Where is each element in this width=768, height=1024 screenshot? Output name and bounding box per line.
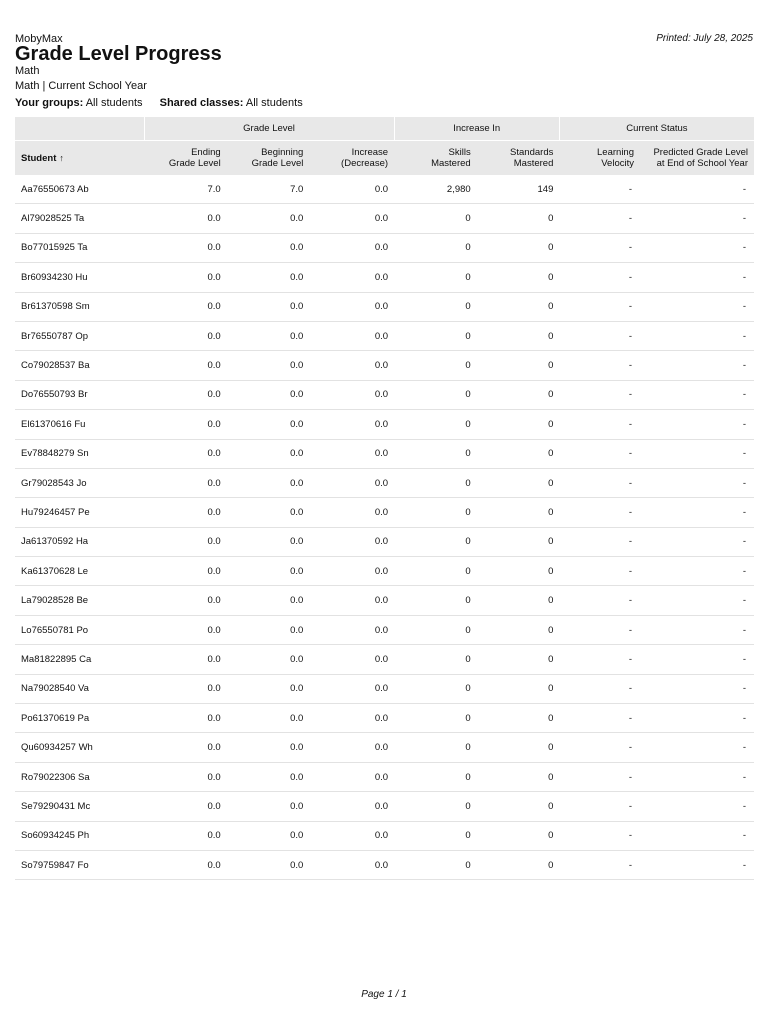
ending-grade-level-cell: 0.0 xyxy=(144,674,227,703)
column-header-student[interactable] xyxy=(15,141,144,176)
increase-decrease-cell: 0.0 xyxy=(309,792,394,821)
increase-decrease-cell: 0.0 xyxy=(309,439,394,468)
student-name-cell: Ja61370592 Ha xyxy=(15,527,144,556)
standards-mastered-cell: 0 xyxy=(477,498,560,527)
column-header-ending-grade-level[interactable] xyxy=(144,141,227,176)
beginning-grade-level-cell: 0.0 xyxy=(227,792,310,821)
ending-grade-level-cell: 0.0 xyxy=(144,733,227,762)
increase-decrease-cell: 0.0 xyxy=(309,762,394,791)
skills-mastered-cell: 0 xyxy=(394,792,477,821)
increase-decrease-cell: 0.0 xyxy=(309,321,394,350)
table-row xyxy=(15,204,754,233)
filters-bar xyxy=(15,97,317,110)
page-title: Grade Level Progress xyxy=(15,43,222,65)
standards-mastered-cell: 0 xyxy=(477,762,560,791)
predicted-grade-level-cell: - xyxy=(640,380,754,409)
learning-velocity-cell: - xyxy=(559,674,640,703)
beginning-grade-level-cell: 0.0 xyxy=(227,439,310,468)
student-name-cell: Bo77015925 Ta xyxy=(15,233,144,262)
skills-mastered-cell: 0 xyxy=(394,586,477,615)
ending-grade-level-cell: 0.0 xyxy=(144,321,227,350)
table-row xyxy=(15,704,754,733)
table-row xyxy=(15,292,754,321)
beginning-grade-level-cell: 0.0 xyxy=(227,410,310,439)
ending-grade-level-cell: 0.0 xyxy=(144,380,227,409)
learning-velocity-cell: - xyxy=(559,292,640,321)
student-name-cell: Se79290431 Mc xyxy=(15,792,144,821)
table-row xyxy=(15,233,754,262)
increase-decrease-cell: 0.0 xyxy=(309,351,394,380)
student-name-cell: Ro79022306 Sa xyxy=(15,762,144,791)
table-row xyxy=(15,380,754,409)
shared-classes-label: Shared classes: xyxy=(159,97,244,109)
printed-date: Printed: July 28, 2025 xyxy=(656,33,753,44)
beginning-grade-level-cell: 0.0 xyxy=(227,468,310,497)
ending-grade-level-cell: 0.0 xyxy=(144,233,227,262)
table-row xyxy=(15,762,754,791)
increase-decrease-cell: 0.0 xyxy=(309,175,394,204)
beginning-grade-level-cell: 0.0 xyxy=(227,263,310,292)
ending-grade-level-cell: 0.0 xyxy=(144,762,227,791)
header-line: Beginning xyxy=(261,147,304,158)
column-header-standards-mastered[interactable] xyxy=(477,141,560,176)
predicted-grade-level-cell: - xyxy=(640,175,754,204)
student-name-cell: Ka61370628 Le xyxy=(15,557,144,586)
predicted-grade-level-cell: - xyxy=(640,351,754,380)
student-name-cell: El61370616 Fu xyxy=(15,410,144,439)
standards-mastered-cell: 0 xyxy=(477,351,560,380)
learning-velocity-cell: - xyxy=(559,645,640,674)
student-name-cell: Br76550787 Op xyxy=(15,321,144,350)
brand-name: MobyMax xyxy=(15,33,63,45)
standards-mastered-cell: 0 xyxy=(477,321,560,350)
standards-mastered-cell: 0 xyxy=(477,263,560,292)
group-header-grade-level: Grade Level xyxy=(144,117,394,141)
learning-velocity-cell: - xyxy=(559,351,640,380)
increase-decrease-cell: 0.0 xyxy=(309,615,394,644)
grade-level-progress-table xyxy=(15,117,754,880)
student-name-cell: La79028528 Be xyxy=(15,586,144,615)
student-name-cell: Br60934230 Hu xyxy=(15,263,144,292)
table-row xyxy=(15,439,754,468)
skills-mastered-cell: 0 xyxy=(394,733,477,762)
skills-mastered-cell: 0 xyxy=(394,615,477,644)
ending-grade-level-cell: 0.0 xyxy=(144,792,227,821)
header-line: Grade Level xyxy=(168,158,221,169)
standards-mastered-cell: 0 xyxy=(477,292,560,321)
beginning-grade-level-cell: 0.0 xyxy=(227,704,310,733)
standards-mastered-cell: 0 xyxy=(477,380,560,409)
table-row xyxy=(15,674,754,703)
skills-mastered-cell: 0 xyxy=(394,762,477,791)
ending-grade-level-cell: 0.0 xyxy=(144,645,227,674)
predicted-grade-level-cell: - xyxy=(640,233,754,262)
learning-velocity-cell: - xyxy=(559,439,640,468)
header-line: Predicted Grade Level xyxy=(653,147,748,158)
student-name-cell: Aa76550673 Ab xyxy=(15,175,144,204)
table-row xyxy=(15,733,754,762)
beginning-grade-level-cell: 0.0 xyxy=(227,321,310,350)
predicted-grade-level-cell: - xyxy=(640,498,754,527)
group-header-increase-in: Increase In xyxy=(394,117,559,141)
predicted-grade-level-cell: - xyxy=(640,439,754,468)
groups-filter xyxy=(15,97,143,110)
learning-velocity-cell: - xyxy=(559,821,640,850)
column-group-header-row xyxy=(15,117,754,141)
beginning-grade-level-cell: 0.0 xyxy=(227,351,310,380)
learning-velocity-cell: - xyxy=(559,263,640,292)
student-name-cell: Br61370598 Sm xyxy=(15,292,144,321)
standards-mastered-cell: 149 xyxy=(477,175,560,204)
standards-mastered-cell: 0 xyxy=(477,821,560,850)
header-line: Grade Level xyxy=(251,158,304,169)
increase-decrease-cell: 0.0 xyxy=(309,233,394,262)
table-row xyxy=(15,792,754,821)
header-line: at End of School Year xyxy=(656,158,748,169)
column-header-beginning-grade-level[interactable] xyxy=(227,141,310,176)
increase-decrease-cell: 0.0 xyxy=(309,204,394,233)
predicted-grade-level-cell: - xyxy=(640,704,754,733)
skills-mastered-cell: 0 xyxy=(394,821,477,850)
student-name-cell: Lo76550781 Po xyxy=(15,615,144,644)
student-name-cell: Ma81822895 Ca xyxy=(15,645,144,674)
skills-mastered-cell: 0 xyxy=(394,292,477,321)
predicted-grade-level-cell: - xyxy=(640,204,754,233)
ending-grade-level-cell: 0.0 xyxy=(144,439,227,468)
predicted-grade-level-cell: - xyxy=(640,850,754,879)
table-row xyxy=(15,321,754,350)
beginning-grade-level-cell: 0.0 xyxy=(227,292,310,321)
column-header-increase-decrease[interactable] xyxy=(309,141,394,176)
skills-mastered-cell: 0 xyxy=(394,380,477,409)
beginning-grade-level-cell: 0.0 xyxy=(227,733,310,762)
increase-decrease-cell: 0.0 xyxy=(309,733,394,762)
skills-mastered-cell: 0 xyxy=(394,439,477,468)
predicted-grade-level-cell: - xyxy=(640,292,754,321)
standards-mastered-cell: 0 xyxy=(477,792,560,821)
column-header-predicted-grade-level[interactable] xyxy=(640,141,754,176)
table-row xyxy=(15,410,754,439)
beginning-grade-level-cell: 0.0 xyxy=(227,557,310,586)
increase-decrease-cell: 0.0 xyxy=(309,292,394,321)
period-label: Math | Current School Year xyxy=(15,80,147,92)
header-line: Skills xyxy=(448,147,471,158)
skills-mastered-cell: 0 xyxy=(394,498,477,527)
beginning-grade-level-cell: 0.0 xyxy=(227,233,310,262)
ending-grade-level-cell: 0.0 xyxy=(144,527,227,556)
standards-mastered-cell: 0 xyxy=(477,850,560,879)
learning-velocity-cell: - xyxy=(559,586,640,615)
learning-velocity-cell: - xyxy=(559,321,640,350)
skills-mastered-cell: 0 xyxy=(394,468,477,497)
ending-grade-level-cell: 0.0 xyxy=(144,704,227,733)
predicted-grade-level-cell: - xyxy=(640,586,754,615)
student-name-cell: Al79028525 Ta xyxy=(15,204,144,233)
ending-grade-level-cell: 0.0 xyxy=(144,410,227,439)
shared-classes-filter xyxy=(160,97,303,110)
standards-mastered-cell: 0 xyxy=(477,704,560,733)
column-header-student-label: Student xyxy=(21,152,57,164)
ending-grade-level-cell: 0.0 xyxy=(144,351,227,380)
ending-grade-level-cell: 0.0 xyxy=(144,557,227,586)
increase-decrease-cell: 0.0 xyxy=(309,557,394,586)
increase-decrease-cell: 0.0 xyxy=(309,645,394,674)
beginning-grade-level-cell: 0.0 xyxy=(227,850,310,879)
predicted-grade-level-cell: - xyxy=(640,645,754,674)
ending-grade-level-cell: 0.0 xyxy=(144,263,227,292)
increase-decrease-cell: 0.0 xyxy=(309,380,394,409)
predicted-grade-level-cell: - xyxy=(640,527,754,556)
standards-mastered-cell: 0 xyxy=(477,527,560,556)
standards-mastered-cell: 0 xyxy=(477,439,560,468)
beginning-grade-level-cell: 0.0 xyxy=(227,762,310,791)
subject-label: Math xyxy=(15,65,40,77)
student-name-cell: Hu79246457 Pe xyxy=(15,498,144,527)
ending-grade-level-cell: 0.0 xyxy=(144,821,227,850)
beginning-grade-level-cell: 0.0 xyxy=(227,645,310,674)
table-row xyxy=(15,175,754,204)
increase-decrease-cell: 0.0 xyxy=(309,586,394,615)
predicted-grade-level-cell: - xyxy=(640,674,754,703)
learning-velocity-cell: - xyxy=(559,527,640,556)
header-line: (Decrease) xyxy=(341,158,389,169)
learning-velocity-cell: - xyxy=(559,792,640,821)
standards-mastered-cell: 0 xyxy=(477,645,560,674)
skills-mastered-cell: 0 xyxy=(394,263,477,292)
standards-mastered-cell: 0 xyxy=(477,468,560,497)
group-header-blank xyxy=(15,117,144,141)
page-number: Page 1 / 1 xyxy=(361,989,407,1000)
beginning-grade-level-cell: 0.0 xyxy=(227,674,310,703)
standards-mastered-cell: 0 xyxy=(477,557,560,586)
arrow-up-icon: ↑ xyxy=(59,152,64,163)
table-row xyxy=(15,615,754,644)
standards-mastered-cell: 0 xyxy=(477,674,560,703)
ending-grade-level-cell: 0.0 xyxy=(144,468,227,497)
table-body xyxy=(15,175,754,880)
beginning-grade-level-cell: 0.0 xyxy=(227,615,310,644)
table-row xyxy=(15,821,754,850)
predicted-grade-level-cell: - xyxy=(640,762,754,791)
learning-velocity-cell: - xyxy=(559,557,640,586)
header-line: Mastered xyxy=(431,158,471,169)
learning-velocity-cell: - xyxy=(559,850,640,879)
predicted-grade-level-cell: - xyxy=(640,410,754,439)
increase-decrease-cell: 0.0 xyxy=(309,263,394,292)
standards-mastered-cell: 0 xyxy=(477,233,560,262)
learning-velocity-cell: - xyxy=(559,704,640,733)
table-row xyxy=(15,351,754,380)
table-row xyxy=(15,498,754,527)
increase-decrease-cell: 0.0 xyxy=(309,410,394,439)
group-header-current-status: Current Status xyxy=(559,117,754,141)
groups-filter-value: All students xyxy=(85,97,143,109)
increase-decrease-cell: 0.0 xyxy=(309,850,394,879)
learning-velocity-cell: - xyxy=(559,468,640,497)
skills-mastered-cell: 0 xyxy=(394,527,477,556)
ending-grade-level-cell: 0.0 xyxy=(144,615,227,644)
student-name-cell: Po61370619 Pa xyxy=(15,704,144,733)
predicted-grade-level-cell: - xyxy=(640,615,754,644)
table-row xyxy=(15,468,754,497)
learning-velocity-cell: - xyxy=(559,233,640,262)
table-row xyxy=(15,263,754,292)
predicted-grade-level-cell: - xyxy=(640,821,754,850)
beginning-grade-level-cell: 0.0 xyxy=(227,821,310,850)
predicted-grade-level-cell: - xyxy=(640,733,754,762)
learning-velocity-cell: - xyxy=(559,175,640,204)
table-row xyxy=(15,645,754,674)
skills-mastered-cell: 0 xyxy=(394,850,477,879)
standards-mastered-cell: 0 xyxy=(477,733,560,762)
increase-decrease-cell: 0.0 xyxy=(309,527,394,556)
predicted-grade-level-cell: - xyxy=(640,557,754,586)
table-row xyxy=(15,850,754,879)
ending-grade-level-cell: 0.0 xyxy=(144,292,227,321)
predicted-grade-level-cell: - xyxy=(640,321,754,350)
increase-decrease-cell: 0.0 xyxy=(309,821,394,850)
header-line: Ending xyxy=(191,147,221,158)
student-name-cell: Gr79028543 Jo xyxy=(15,468,144,497)
header-line: Increase xyxy=(351,147,389,158)
student-name-cell: So79759847 Fo xyxy=(15,850,144,879)
skills-mastered-cell: 0 xyxy=(394,645,477,674)
column-header-row xyxy=(15,141,754,176)
skills-mastered-cell: 0 xyxy=(394,233,477,262)
student-name-cell: Ev78848279 Sn xyxy=(15,439,144,468)
skills-mastered-cell: 0 xyxy=(394,674,477,703)
ending-grade-level-cell: 0.0 xyxy=(144,498,227,527)
standards-mastered-cell: 0 xyxy=(477,204,560,233)
beginning-grade-level-cell: 0.0 xyxy=(227,498,310,527)
predicted-grade-level-cell: - xyxy=(640,263,754,292)
column-header-learning-velocity[interactable] xyxy=(559,141,640,176)
student-name-cell: Do76550793 Br xyxy=(15,380,144,409)
beginning-grade-level-cell: 0.0 xyxy=(227,586,310,615)
ending-grade-level-cell: 0.0 xyxy=(144,204,227,233)
student-name-cell: So60934245 Ph xyxy=(15,821,144,850)
header-line: Learning xyxy=(597,147,634,158)
learning-velocity-cell: - xyxy=(559,615,640,644)
learning-velocity-cell: - xyxy=(559,762,640,791)
skills-mastered-cell: 0 xyxy=(394,557,477,586)
table-row xyxy=(15,557,754,586)
increase-decrease-cell: 0.0 xyxy=(309,498,394,527)
student-name-cell: Co79028537 Ba xyxy=(15,351,144,380)
increase-decrease-cell: 0.0 xyxy=(309,674,394,703)
predicted-grade-level-cell: - xyxy=(640,792,754,821)
column-header-skills-mastered[interactable] xyxy=(394,141,477,176)
standards-mastered-cell: 0 xyxy=(477,410,560,439)
beginning-grade-level-cell: 0.0 xyxy=(227,527,310,556)
skills-mastered-cell: 0 xyxy=(394,704,477,733)
learning-velocity-cell: - xyxy=(559,498,640,527)
header-line: Standards xyxy=(510,147,554,158)
skills-mastered-cell: 0 xyxy=(394,410,477,439)
skills-mastered-cell: 0 xyxy=(394,321,477,350)
table-row xyxy=(15,586,754,615)
ending-grade-level-cell: 0.0 xyxy=(144,850,227,879)
learning-velocity-cell: - xyxy=(559,204,640,233)
groups-filter-label: Your groups: xyxy=(15,97,84,109)
learning-velocity-cell: - xyxy=(559,410,640,439)
skills-mastered-cell: 2,980 xyxy=(394,175,477,204)
beginning-grade-level-cell: 0.0 xyxy=(227,380,310,409)
ending-grade-level-cell: 0.0 xyxy=(144,586,227,615)
skills-mastered-cell: 0 xyxy=(394,351,477,380)
student-name-cell: Qu60934257 Wh xyxy=(15,733,144,762)
student-name-cell: Na79028540 Va xyxy=(15,674,144,703)
predicted-grade-level-cell: - xyxy=(640,468,754,497)
increase-decrease-cell: 0.0 xyxy=(309,704,394,733)
skills-mastered-cell: 0 xyxy=(394,204,477,233)
header-line: Velocity xyxy=(601,158,634,169)
beginning-grade-level-cell: 7.0 xyxy=(227,175,310,204)
standards-mastered-cell: 0 xyxy=(477,615,560,644)
ending-grade-level-cell: 7.0 xyxy=(144,175,227,204)
standards-mastered-cell: 0 xyxy=(477,586,560,615)
header-line: Mastered xyxy=(513,158,554,169)
learning-velocity-cell: - xyxy=(559,380,640,409)
increase-decrease-cell: 0.0 xyxy=(309,468,394,497)
learning-velocity-cell: - xyxy=(559,733,640,762)
beginning-grade-level-cell: 0.0 xyxy=(227,204,310,233)
shared-classes-value: All students xyxy=(245,97,303,109)
table-row xyxy=(15,527,754,556)
